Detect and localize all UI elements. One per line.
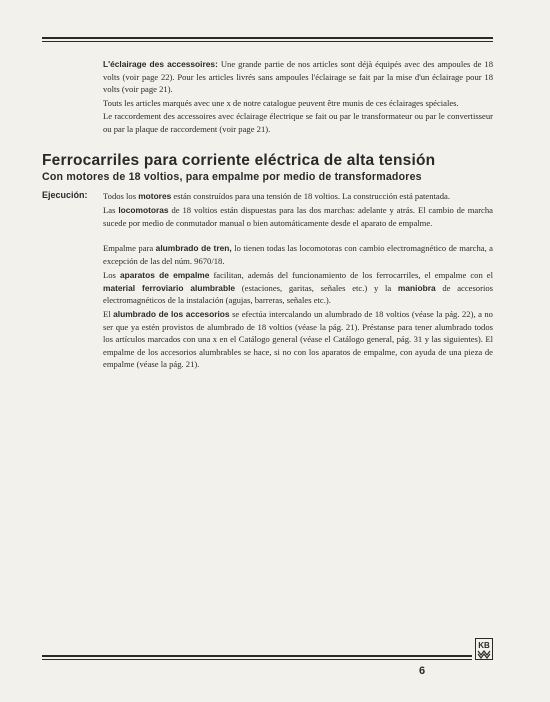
paragraph-alumbrado-accesorios: El alumbrado de los accesorios se efectúa intercalando un alumbrado de 18 voltios (véase la pág. 22), a no ser que ya estén provistos de alumbrado de 18 voltios (véase la pág. 21). Préstanse para tener alumbrado todos los artículos marcados con una x en el Catálogo general (véase el Catálogo general, pág. 31 y las siguientes). El empalme de los accesorios alumbrables se hace, si no con los aparatos de empalme, con ayuda de una pieza de empalme (véase la pág. 21). xyxy=(103,309,493,370)
paragraph-alumbrado-tren: Empalme para alumbrado de tren, lo tienen todas las locomotoras con cambio electromagnético de marcha, a excepción de las del núm. 9670/18. xyxy=(103,243,493,266)
bold-term: L'éclairage des accessoires: xyxy=(103,59,218,69)
intro-paragraph-lighting: L'éclairage des accessoires: Une grande partie de nos articles sont déjà équipés avec des ampoules de 18 volts (voir page 22). Pour les articles livrés sans ampoules l'éclairage se fait par la mise d'un éclairage pour 18 volts (voir page 21). xyxy=(103,59,493,95)
bold-term: material ferroviario alumbrable xyxy=(103,282,236,293)
paragraph-locomotoras: Las locomotoras de 18 voltios están dispuestas para las dos marchas: adelante y atrás. El cambio de marcha sucede por medio de conmutador manual o bien automáticamente desde el aparato de empalme. xyxy=(103,205,493,228)
paragraph-aparatos-empalme: Los aparatos de empalme facilitan, además del funcionamiento de los ferrocarriles, el empalme con el material ferroviario alumbrable (estaciones, garitas, señales etc.) y la maniobra de accesorios electromagnéticos de la instalación (agujas, barreras, señales etc.). xyxy=(103,270,493,306)
section-subtitle: Con motores de 18 voltios, para empalme por medio de transformadores xyxy=(42,171,422,183)
paragraph-motores: Todos los motores están construídos para una tensión de 18 voltios. La construcción está patentada. xyxy=(103,191,451,201)
logo-text: KB xyxy=(478,641,490,650)
top-rule-upper xyxy=(42,37,493,39)
top-rule-lower xyxy=(42,41,493,42)
kb-logo xyxy=(475,638,493,660)
bold-term: locomotoras xyxy=(118,205,169,215)
bottom-rule-upper xyxy=(42,655,472,657)
intro-paragraph-connection: Le raccordement des accessoires avec éclairage électrique se fait ou par le transformateur ou par le convertisseur ou par la plaque de raccordement (voir page 21). xyxy=(103,111,493,134)
section-title: Ferrocarriles para corriente eléctrica de alta tensión xyxy=(42,152,436,169)
bold-term: alumbrado de tren, xyxy=(155,243,232,253)
bold-term: maniobra xyxy=(397,282,436,293)
intro-paragraph-marked-articles: Touts les articles marqués avec une x de notre catalogue peuvent être munis de ces éclairages spéciales. xyxy=(103,98,459,108)
bold-term: alumbrado de los accesorios xyxy=(113,309,230,319)
page-number: 6 xyxy=(419,665,426,677)
bottom-rule-lower xyxy=(42,659,472,660)
ejecucion-label: Ejecución: xyxy=(42,190,88,200)
bold-term: motores xyxy=(138,191,172,201)
bold-term: aparatos de empalme xyxy=(119,270,210,280)
